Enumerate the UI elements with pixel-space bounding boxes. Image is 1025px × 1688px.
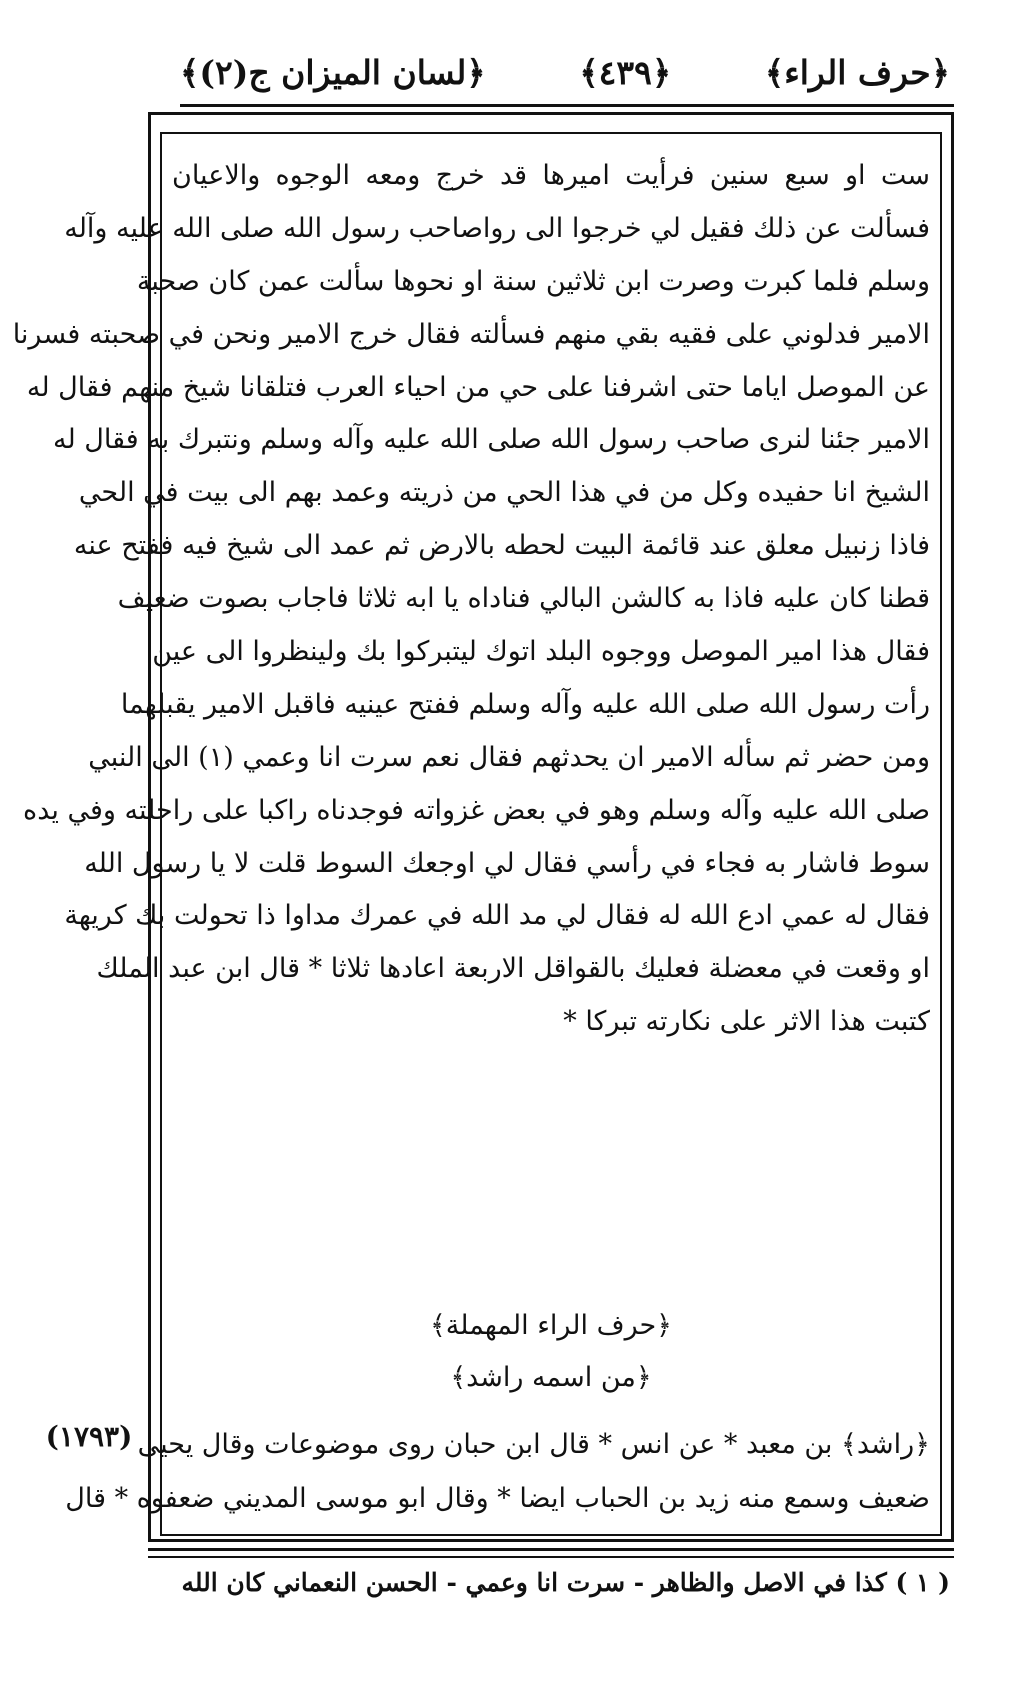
- text-line: صلى الله عليه وآله وسلم وهو في بعض غزواته فوجدناه راكبا على راحلته وفي يده: [23, 794, 930, 826]
- text-line: فاذا زنبيل معلق عند قائمة البيت لحطه بالارض ثم عمد الى شيخ فيه ففتح عنه: [73, 530, 930, 562]
- text-line: ﴿راشد﴾ بن معبد * عن انس * قال ابن حبان روى موضوعات وقال يحيى: [137, 1429, 930, 1460]
- footnote-rule: [148, 1548, 954, 1551]
- text-line: فقال هذا امير الموصل ووجوه البلد اتوك ليتبركوا بك ولينظروا الى عين: [152, 636, 930, 668]
- header-chapter: ﴿حرف الراء﴾: [764, 52, 950, 92]
- footnote-rule: [148, 1556, 954, 1558]
- text-line: سوط فاشار به فجاء في رأسي فقال لي اوجعك السوط قلت لا يا رسول الله: [84, 847, 930, 879]
- subsection-title: ﴿من اسمه راشد﴾: [450, 1362, 652, 1393]
- header-page-number: ﴿٤٣٩﴾: [579, 52, 672, 92]
- text-line: الامير فدلوني على فقيه بقي منهم فسألته فقال خرج الامير ونحن في صحبته فسرنا: [12, 318, 930, 350]
- text-line: رأت رسول الله صلى الله عليه وآله وسلم ففتح عينيه فاقبل الامير يقبلهما: [120, 688, 930, 720]
- text-line: وسلم فلما كبرت وصرت ابن ثلاثين سنة او نحوها سألت عمن كان صحبة: [136, 265, 930, 297]
- header-rule: [180, 104, 954, 107]
- entry-number: (١٧٩٣): [45, 1420, 133, 1453]
- text-line: ست او سبع سنين فرأيت اميرها قد خرج ومعه الوجوه والاعيان: [172, 160, 930, 191]
- body-text: [12, 150, 930, 1049]
- page-header: [180, 48, 950, 96]
- section-title: ﴿حرف الراء المهملة﴾: [429, 1310, 672, 1341]
- text-line: الامير جئنا لنرى صاحب رسول الله صلى الله عليه وآله وسلم ونتبرك به فقال له: [53, 424, 930, 456]
- header-book-title: ﴿لسان الميزان ج(٢)﴾: [180, 52, 486, 92]
- footnote: ( ١ ) كذا في الاصل والظاهر - سرت انا وعمي - الحسن النعماني كان الله: [181, 1568, 950, 1597]
- text-line: الشيخ انا حفيده وكل من في هذا الحي من ذريته وعمد بهم الى بيت في الحي: [78, 477, 930, 509]
- text-line: فقال له عمي ادع الله له فقال لي مد الله في عمرك مداوا ذا تحولت بك كريهة: [64, 900, 930, 932]
- text-line: او وقعت في معضلة فعليك بالقواقل الاربعة اعادها ثلاثا * قال ابن عبد الملك: [96, 953, 930, 985]
- text-line: عن الموصل اياما حتى اشرفنا على حي من احياء العرب فتلقانا شيخ منهم فقال له: [26, 371, 930, 403]
- text-line: قطنا كان عليه فاذا به كالشن البالي فناداه يا ابه ثلاثا فاجاب بصوت ضعيف: [117, 583, 930, 615]
- text-line: ضعيف وسمع منه زيد بن الحباب ايضا * وقال ابو موسى المديني ضعفوه * قال: [65, 1483, 930, 1514]
- text-line: فسألت عن ذلك فقيل لي خرجوا الى رواصاحب رسول الله صلى الله عليه وآله: [64, 212, 930, 244]
- text-line: كتبت هذا الاثر على نكارته تبركا *: [563, 1006, 930, 1038]
- text-line: ومن حضر ثم سأله الامير ان يحدثهم فقال نعم سرت انا وعمي (١) الى النبي: [88, 741, 930, 773]
